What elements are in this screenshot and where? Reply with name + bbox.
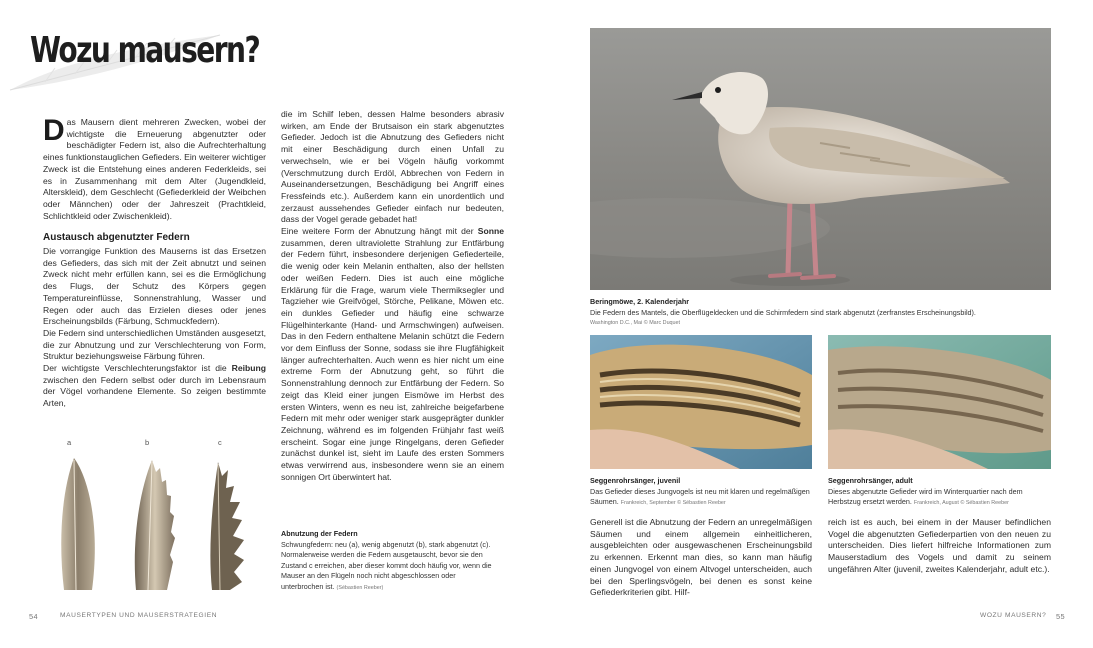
right-column-2 (828, 517, 1051, 576)
caption-credit: Frankreich, August © Sébastien Reeber (913, 500, 1009, 506)
feather-illustration (52, 450, 262, 595)
left-column-1 (43, 114, 266, 410)
paragraph: Die vorrangige Funktion des Mauserns ist das Ersetzen des Gefieders, das sich mit der Zeit abnutzt und seinen Zweck nicht mehr erfüllen kann, sei es die Ermöglichung des Flugs, der Schutz des Körpers gegen Temperatureinflüsse, Sonnenstrahlung, Wasser und Regen oder auch das Erzielen dieses oder jenes Erscheinungsbilds (Färbung, Schmuckfedern). (43, 246, 266, 327)
left-column-2 (281, 109, 504, 484)
subheading: Austausch abgenutzter Federn (43, 232, 190, 244)
running-head-right: WOZU MAUSERN? (980, 612, 1047, 619)
page-number-left: 54 (29, 612, 39, 621)
caption-credit: Frankreich, September © Sébastien Reeber (620, 500, 726, 506)
right-column-1 (590, 517, 812, 599)
page-title: Wozu mausern? (30, 30, 260, 71)
warbler-juvenile-caption (590, 476, 815, 509)
page-number-right: 55 (1056, 612, 1066, 621)
drop-cap: D (43, 114, 65, 147)
feather-caption (281, 529, 496, 593)
caption-title: Beringmöwe, 2. Kalenderjahr (590, 297, 690, 306)
caption-text: Dieses abgenutzte Gefieder wird im Winterquartier nach dem Herbstzug ersetzt werden. Frankreich, August © Sébastien Reeber (828, 486, 1023, 506)
caption-text: Schwungfedern: neu (a), wenig abgenutzt (b), stark abgenutzt (c). Normalerweise werden die Federn ausgetauscht, bevor sie den Zustand c erreichen, aber dieser kommt doch häufig vor, wenn die Mauser an den Flügeln noch nicht abgeschlossen oder unterbrochen ist. (Sébastien Reeber) (281, 539, 492, 591)
paragraph: Generell ist die Abnutzung der Federn an unregelmäßigen Säumen und einem allgemein einheitlicheren, ausgebleichten oder ausgewaschenen Erscheinungsbild zu erkennen. Erkennt man dies, so kann man häufig einen Jungvogel von einem Altvogel unterscheiden, auch bei den Sperlingsvögeln, bei denen es sonst keine Gefiederkriterien gibt. Hilf- (590, 517, 812, 598)
feather-a (61, 458, 95, 590)
paragraph: Der wichtigste Verschlechterungsfaktor ist die Reibung zwischen den Federn selbst oder durch im Lebensraum der Vögel vorhandene Elemente. So zeigen bestimmte Arten, (43, 363, 266, 409)
intro-paragraph: Das Mausern dient mehreren Zwecken, wobei der wichtigste die Erneuerung abgenutzter oder beschädigter Federn ist, also die Aufrechterhaltung eines funktionstauglichen Gefieders. Ein weiterer wichtiger Zweck ist die Entstehung eines anderen Federkleids, sei es in Zusammenhang mit dem Alter (Jugendkleid, Alterskleid), dem Geschlecht (Gefiederkleid der Weibchen oder Männchen) oder der Jahreszeit (Prachtkleid, Schlichtkleid oder Zwischenkleid). (43, 114, 266, 221)
paragraph: reich ist es auch, bei einem in der Mauser befindlichen Vogel die abgenutzten Gefiederpartien von den neuen zu unterscheiden. Dies liefert hilfreiche Informationen zum Mauserstadium des Vogels und damit zu seinem ungefähren Alter (juvenil, zweites Kalenderjahr, adult etc.). (828, 517, 1051, 574)
feather-label-c: c (218, 438, 222, 447)
paragraph: Die Federn sind unterschiedlichen Umständen ausgesetzt, die zur Abnutzung und zur Verschlechterung von Form, Struktur beziehungsweise Färbung führen. (43, 327, 266, 362)
feather-label-a: a (67, 438, 72, 447)
caption-text: Das Gefieder dieses Jungvogels ist neu mit klaren und regelmäßigen Säumen. Frankreich, September © Sébastien Reeber (590, 486, 810, 506)
gull-photo (590, 28, 1051, 290)
caption-title: Seggenrohrsänger, adult (828, 476, 913, 485)
running-head-left: MAUSERTYPEN UND MAUSERSTRATEGIEN (60, 612, 218, 619)
warbler-adult-caption (828, 476, 1053, 509)
feather-label-b: b (145, 438, 150, 447)
warbler-adult-photo (828, 335, 1051, 469)
caption-title: Abnutzung der Federn (281, 529, 358, 538)
caption-text: Die Federn des Mantels, die Oberflügeldecken und die Schirmfedern sind stark abgenutzt (zerfranstes Erscheinungsbild). (590, 307, 976, 317)
feather-c (210, 462, 244, 590)
caption-title: Seggenrohrsänger, juvenil (590, 476, 681, 485)
paragraph: Eine weitere Form der Abnutzung hängt mit der Sonne zusammen, deren ultraviolette Strahlung zur Entfärbung der Federn führt, insbesondere derjenigen Gefiederteile, die wenig oder kein Melanin enthalten, also der hellsten oder weißen Federn. Dies ist auch eine mögliche Erklärung für die Frage, warum viele Thermiksegler und Tagzieher wie Greifvögel, Störche, Pelikane, Möwen etc. ein dunkles Gefieder und häufig eine schwarze Flügelhinterkante (Hand- und Armschwingen) aufweisen. Das in den Federn enthaltene Melanin schützt die Federn vor dem Einfluss der Sonne, sodass sie ihre Flugfähigkeit länger aufrechterhalten. Auch wenn es hier nicht um eine extreme Form der Abnutzung geht, so führt die Sonnenstrahlung dennoch zur Entfärbung der Federn. So zeigt das Kleid einer jungen Eismöwe im Herbst des ersten Winters, wenn es neu ist, zahlreiche beigefarbene Federn mit mehr oder weniger stark ausgeprägter dunkler Zeichnung, während es im folgenden Frühjahr fast weiß erscheint. Sogar eine junge Ringelgans, deren Gefieder zunächst dunkel ist, sieht im Laufe des ersten Sommers etwas verwirrend aus, insbesondere wenn sie an einem sonnigen Ort überwintert hat. (281, 226, 504, 482)
caption-credit: Washington D.C., Mai © Marc Duquet (590, 320, 681, 326)
warbler-juvenile-photo (590, 335, 812, 469)
feather-b (135, 460, 175, 590)
paragraph: die im Schilf leben, dessen Halme besonders abrasiv wirken, am Ende der Brutsaison ein stark abgenutztes Gefieder. Jedoch ist die Abnutzung des Gefieders nicht mit einer Beschädigung durch einen Unfall zu verwechseln, wie er bei Vögeln häufig vorkommt (Verschmutzung durch Erdöl, Abbrechen von Federn in Auseinandersetzungen, Beschädigung bei Angriff eines Fressfeinds etc.). Außerdem kann ein unordentlich und zerzaust aussehendes Gefieder einfach nur bedeuten, dass der Vogel gerade gebadet hat! (281, 109, 504, 225)
gull-caption (590, 297, 1050, 329)
caption-credit: (Sébastien Reeber) (336, 584, 384, 591)
